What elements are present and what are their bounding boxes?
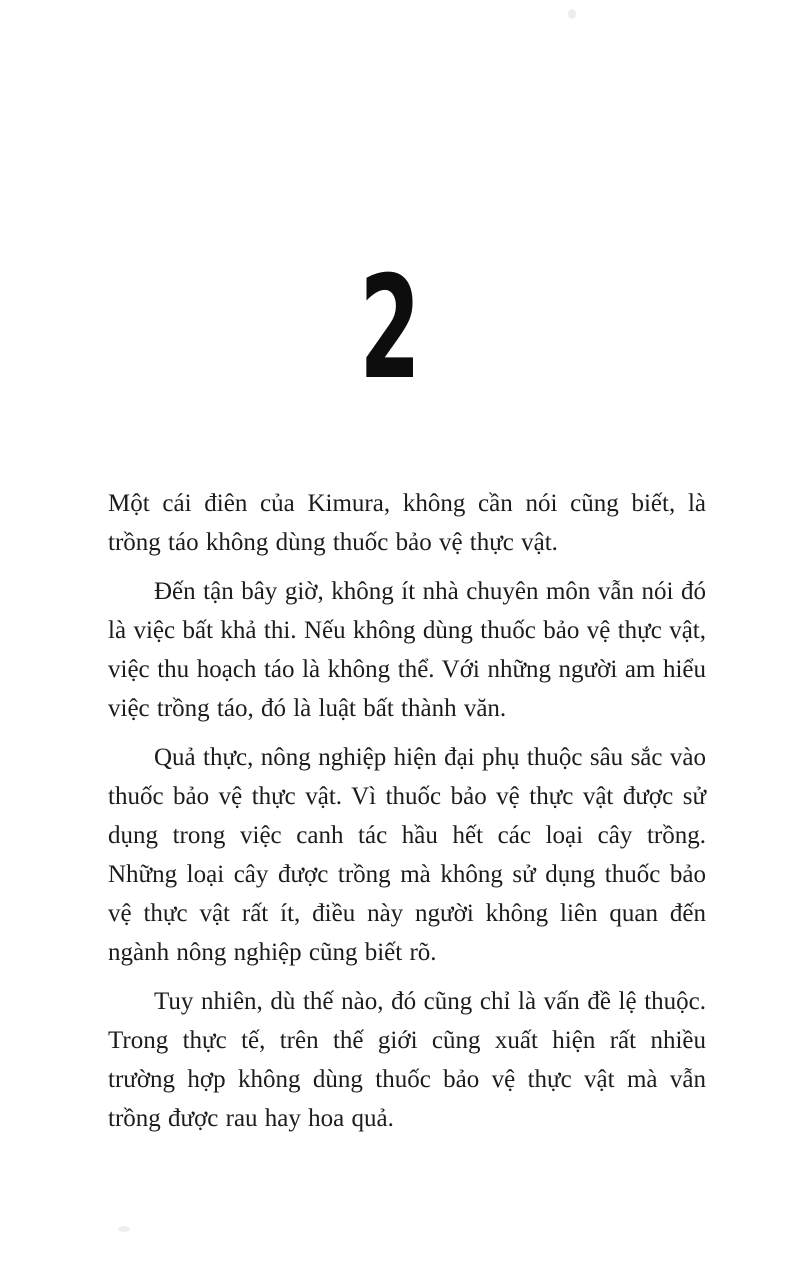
- paragraph: Tuy nhiên, dù thế nào, đó cũng chỉ là vấn đề lệ thuộc. Trong thực tế, trên thế giới cũng xuất hiện rất nhiều trường hợp không dùng thuốc bảo vệ thực vật mà vẫn trồng được rau hay hoa quả.: [108, 988, 706, 1132]
- chapter-number: 2: [359, 246, 421, 411]
- paragraph: Đến tận bây giờ, không ít nhà chuyên môn vẫn nói đó là việc bất khả thi. Nếu không dùng thuốc bảo vệ thực vật, việc thu hoạch táo là không thể. Với những người am hiểu việc trồng táo, đó là luật bất thành văn.: [108, 578, 706, 722]
- paragraph: Quả thực, nông nghiệp hiện đại phụ thuộc sâu sắc vào thuốc bảo vệ thực vật. Vì thuốc bảo vệ thực vật được sử dụng trong việc canh tác hầu hết các loại cây trồng. Những loại cây được trồng mà không sử dụng thuốc bảo vệ thực vật rất ít, điều này người không liên quan đến ngành nông nghiệp cũng biết rõ.: [108, 744, 706, 966]
- scan-artifact-bottom: [118, 1226, 130, 1232]
- paragraph: Một cái điên của Kimura, không cần nói cũng biết, là trồng táo không dùng thuốc bảo vệ thực vật.: [108, 490, 706, 556]
- scan-artifact-top: [568, 9, 576, 19]
- body-text: [108, 484, 706, 1148]
